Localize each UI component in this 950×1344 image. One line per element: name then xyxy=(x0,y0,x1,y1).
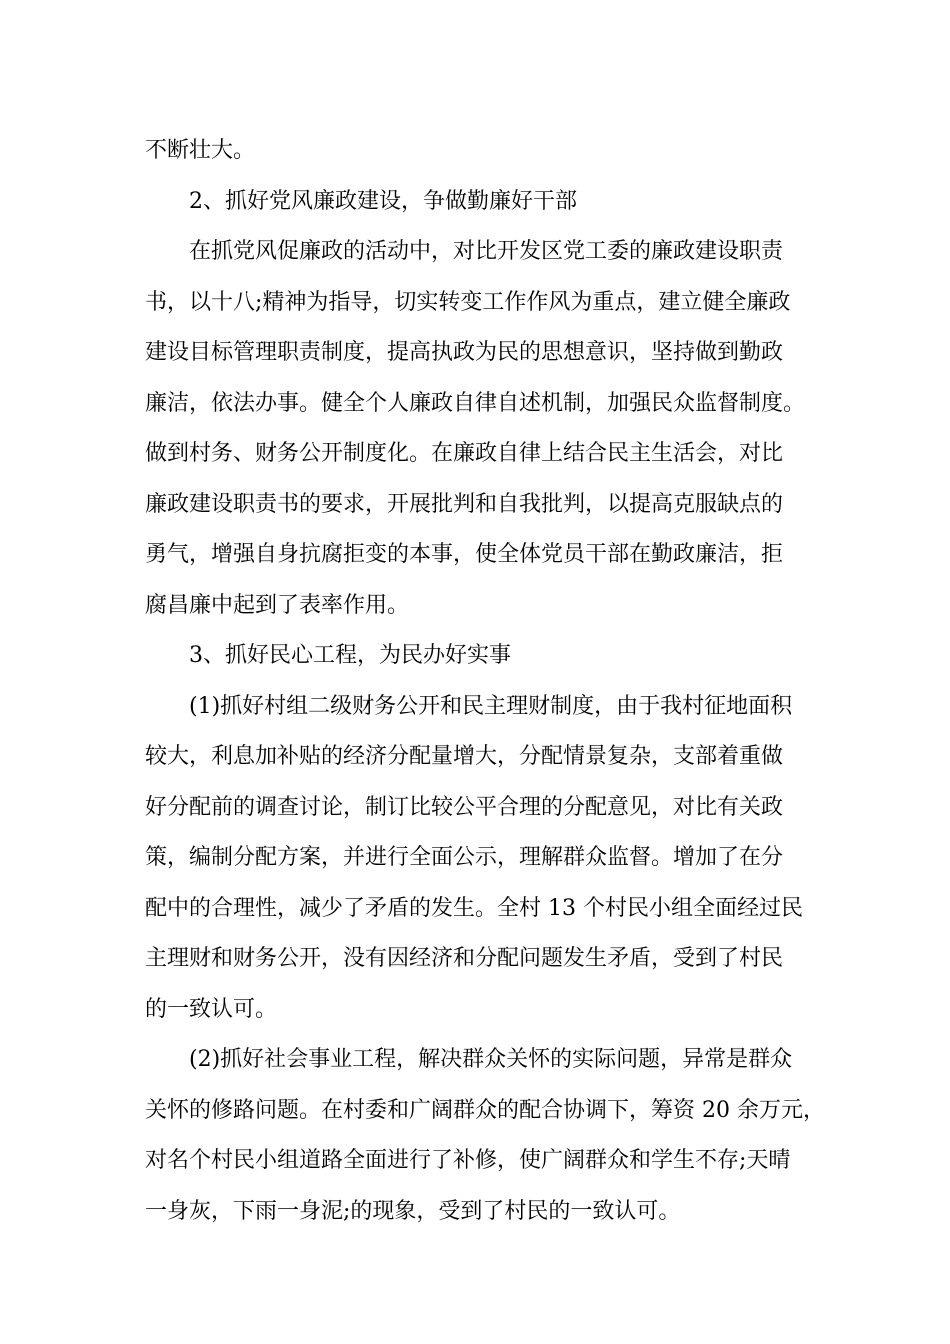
text-line: 配中的合理性，减少了矛盾的发生。全村 13 个村民小组全面经过民 xyxy=(145,895,803,921)
text-line: 不断壮大。 xyxy=(145,138,256,163)
section-heading-2: 2、抓好党风廉政建设，争做勤廉好干部 xyxy=(189,188,577,214)
text-line: 主理财和财务公开，没有因经济和分配问题发生矛盾，受到了村民 xyxy=(145,946,784,971)
text-line: 好分配前的调查讨论，制订比较公平合理的分配意见，对比有关政 xyxy=(145,794,784,820)
text-line: 一身灰，下雨一身泥;的现象，受到了村民的一致认可。 xyxy=(145,1198,681,1224)
text-line: 书，以十八;精神为指导，切实转变工作作风为重点，建立健全廉政 xyxy=(145,289,791,315)
text-line: 的一致认可。 xyxy=(145,996,278,1022)
text-line: 对名个村民小组道路全面进行了补修，使广阔群众和学生不存;天晴 xyxy=(145,1148,791,1173)
text-line: 腐昌廉中起到了表率作用。 xyxy=(145,592,410,618)
text-line: 在抓党风促廉政的活动中，对比开发区党工委的廉政建设职责 xyxy=(189,239,784,264)
text-line: 建设目标管理职责制度，提高执政为民的思想意识，坚持做到勤政 xyxy=(145,340,784,365)
text-line: 较大，利息加补贴的经济分配量增大，分配情景复杂，支部着重做 xyxy=(145,744,784,769)
text-line: 做到村务、财务公开制度化。在廉政自律上结合民主生活会，对比 xyxy=(145,441,784,466)
text-line: 关怀的修路问题。在村委和广阔群众的配合协调下，筹资 20 余万元， xyxy=(145,1097,825,1123)
section-heading-3: 3、抓好民心工程，为民办好实事 xyxy=(189,643,511,668)
text-line: 廉政建设职责书的要求，开展批判和自我批判，以提高克服缺点的 xyxy=(145,491,784,517)
document-body xyxy=(145,126,825,1237)
text-line: 廉洁，依法办事。健全个人廉政自律自述机制，加强民众监督制度。 xyxy=(145,390,806,416)
text-line: 策，编制分配方案，并进行全面公示，理解群众监督。增加了在分 xyxy=(145,845,784,870)
text-line: (2)抓好社会事业工程，解决群众关怀的实际问题，异常是群众 xyxy=(189,1047,793,1072)
text-line: (1)抓好村组二级财务公开和民主理财制度，由于我村征地面积 xyxy=(189,693,793,719)
text-line: 勇气，增强自身抗腐拒变的本事，使全体党员干部在勤政廉洁，拒 xyxy=(145,542,784,567)
